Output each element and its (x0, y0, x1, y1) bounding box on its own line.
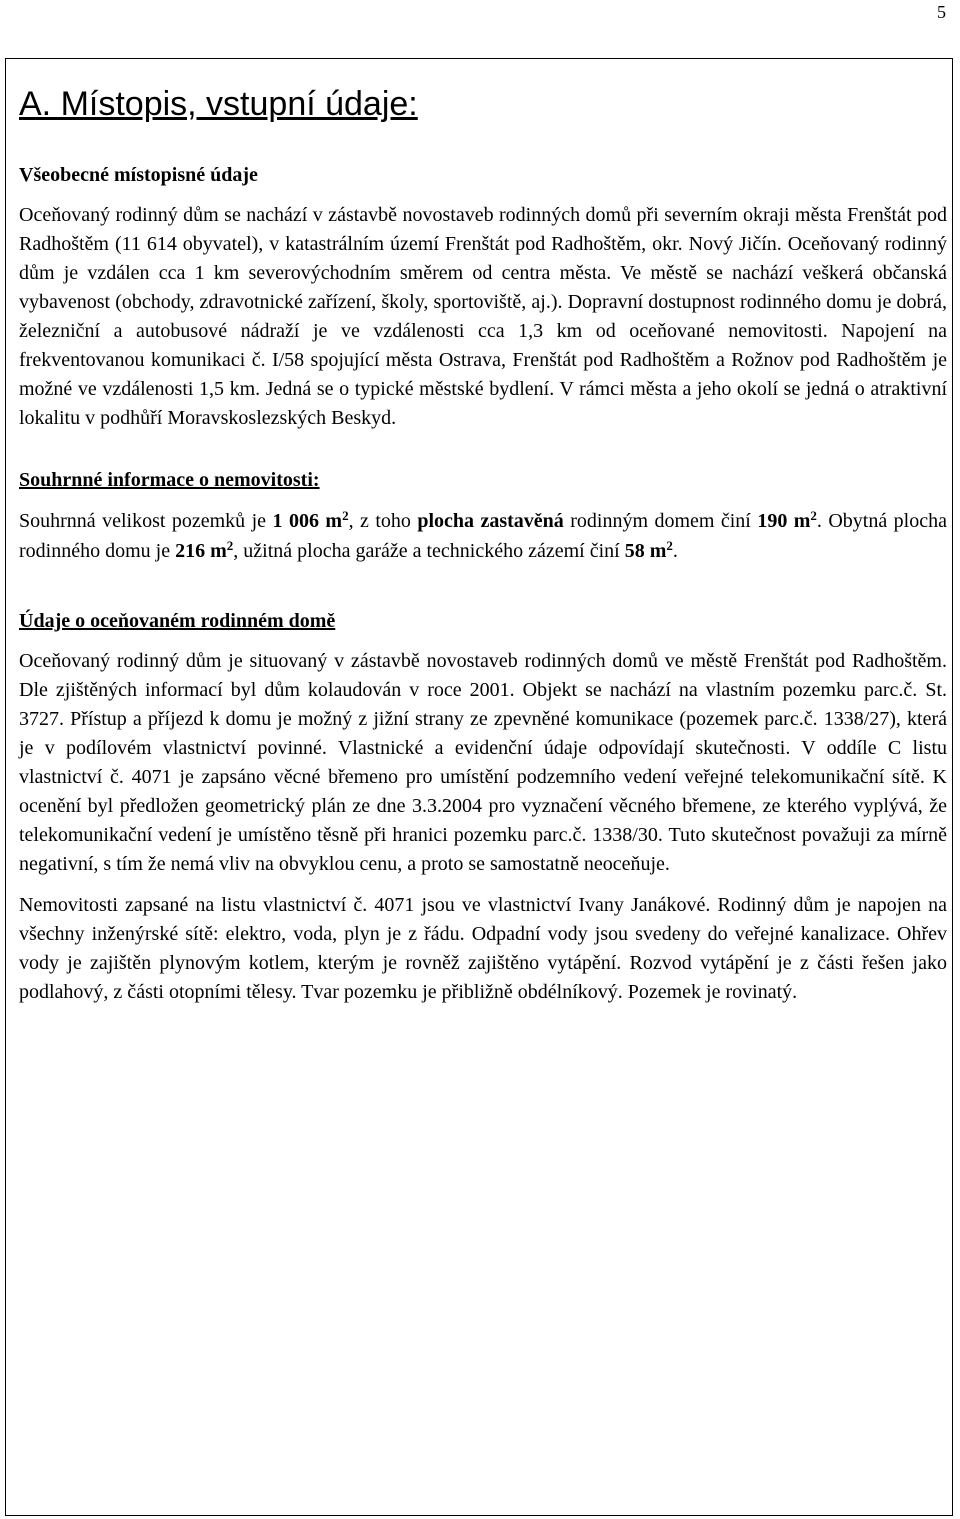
living-area-value: 216 $m^2$ (175, 537, 234, 562)
built-area-label: plocha zastavěná (417, 510, 564, 532)
section-heading-house: Údaje o oceňovaném rodinném domě (19, 610, 336, 633)
summary-text-6: . (672, 539, 678, 562)
page-number: 5 (937, 2, 946, 22)
summary-text-3: rodinným domem činí (563, 510, 758, 532)
document-title: A. Místopis, vstupní údaje: (19, 85, 418, 123)
section-heading-general: Všeobecné místopisné údaje (19, 164, 258, 186)
built-area-value: 190 $m^2$ (757, 508, 817, 532)
house-paragraph-2: Nemovitosti zapsané na listu vlastnictví č. 4071 jsou ve vlastnictví Ivany Janákové. Rodinný dům je napojen na všechny inženýrské sítě: elektro, voda, plyn je z řádu. Odpadní vody jsou svedeny do veřejné kanalizace. Ohřev vody je zajištěn plynovým kotlem, kterým je rovněž zajištěno vytápění. Rozvod vytápění je z části řešen jako podlahový, z části otopními tělesy. Tvar pozemku je přibližně obdélníkový. Pozemek je rovinatý. (19, 894, 947, 1004)
summary-text-2: , z toho (348, 510, 418, 532)
general-paragraph: Oceňovaný rodinný dům se nachází v zástavbě novostaveb rodinných domů při severním okraji města Frenštát pod Radhoštěm (11 614 obyvatel), v katastrálním území Frenštát pod Radhoštěm, okr. Nový Jičín. Oceňovaný rodinný dům je vzdálen cca 1 km severovýchodním směrem od centra města. Ve městě se nachází veškerá občanská vybavenost (obchody, zdravotnické zařízení, školy, sportoviště, aj.). Dopravní dostupnost rodinného domu je dobrá, železniční a autobusové nádraží je ve vzdálenosti cca 1,3 km od oceňované nemovitosti. Napojení na frekventovanou komunikaci č. I/58 spojující města Ostrava, Frenštát pod Radhoštěm a Rožnov pod Radhoštěm je možné ve vzdálenosti 1,5 km. Jedná se o typické městské bydlení. V rámci města a jeho okolí se jedná o atraktivní lokalitu v podhůří Moravskoslezských Beskyd. (19, 204, 947, 429)
document-body (19, 84, 947, 1007)
house-paragraph-1: Oceňovaný rodinný dům je situovaný v zástavbě novostaveb rodinných domů ve městě Frenštát pod Radhoštěm. Dle zjištěných informací byl dům kolaudován v roce 2001. Objekt se nachází na vlastním pozemku parc.č. St. 3727. Přístup a příjezd k domu je možný z jižní strany ze zpevněné komunikace (pozemek parc.č. 1338/27), která je v podílovém vlastnictví povinné. Vlastnické a evidenční údaje odpovídají skutečnosti. V oddíle C listu vlastnictví č. 4071 je zapsáno věcné břemeno pro umístění podzemního vedení veřejné telekomunikační sítě. K ocenění byl předložen geometrický plán ze dne 3.3.2004 pro vyznačení věcného břemene, ze kterého vyplývá, že telekomunikační vedení je umístěno těsně při hranici pozemku parc.č. 1338/30. Tuto skutečnost považuji za mírně negativní, s tím že nemá vliv na obvyklou cenu, a proto se samostatně neoceňuje. (19, 650, 947, 876)
summary-paragraph (19, 507, 947, 566)
section-heading-summary: Souhrnné informace o nemovitosti: (19, 469, 320, 491)
summary-text-4: . Obytná plocha rodinného domu je (19, 510, 947, 562)
summary-text-5: , užitná plocha garáže a technického zázemí činí (233, 539, 625, 562)
utility-area-value: 58 $m^2$ (624, 537, 673, 562)
summary-text-1: Souhrnná velikost pozemků je (19, 510, 273, 532)
total-land-area: 1 006 $m^2$ (272, 508, 349, 532)
